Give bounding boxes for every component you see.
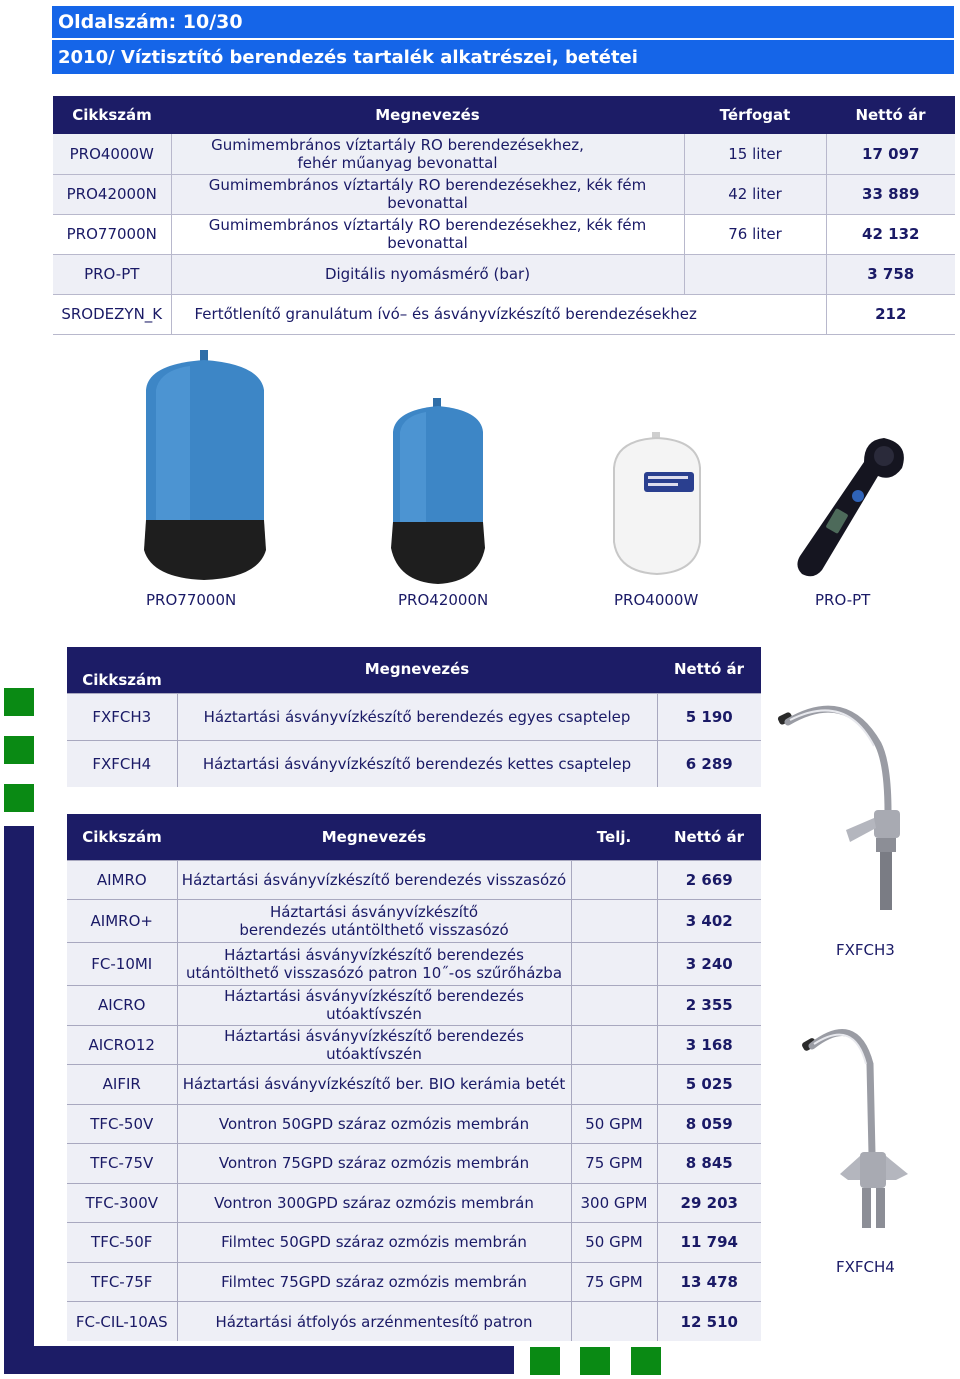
cell-code: SRODEZYN_K (53, 294, 171, 334)
cell-perf: 75 GPM (571, 1262, 657, 1302)
cell-name: Háztartási ásványvízkészítő berendezés utóaktívszén (177, 1025, 571, 1065)
cell-code: FC-10MI (67, 943, 177, 986)
cell-price: 3 402 (657, 900, 761, 943)
green-square-decoration (4, 784, 34, 812)
cartridge-table (67, 814, 761, 1341)
cell-perf: 50 GPM (571, 1223, 657, 1263)
cell-perf (571, 860, 657, 900)
cell-code: AICRO12 (67, 1025, 177, 1065)
table-row (67, 1025, 761, 1065)
cell-price: 17 097 (826, 134, 955, 174)
header-name-label: Megnevezés (364, 660, 470, 678)
cell-price: 212 (826, 294, 955, 334)
cell-perf: 50 GPM (571, 1104, 657, 1144)
cell-code: PRO77000N (53, 214, 171, 254)
cell-perf (571, 986, 657, 1026)
table-row (53, 254, 955, 294)
table-row (67, 860, 761, 900)
section-title: 2010/ Víztisztító berendezés tartalék alkatrészei, betétei (58, 46, 638, 68)
cell-price: 3 240 (657, 943, 761, 986)
cell-name: Gumimembrános víztartály RO berendezésekhez, kék fém bevonattal (171, 174, 684, 214)
table-row (67, 1262, 761, 1302)
table-row (67, 1144, 761, 1184)
table-row (67, 740, 761, 787)
cell-name: Háztartási ásványvízkészítő ber. BIO kerámia betét (177, 1065, 571, 1105)
tank-white-image (608, 432, 706, 580)
header-name: Megnevezés (171, 96, 684, 134)
header-price (657, 647, 761, 693)
table-row (53, 294, 955, 334)
cell-code: TFC-300V (67, 1183, 177, 1223)
cell-volume: 15 liter (684, 134, 826, 174)
cell-code: AIMRO+ (67, 900, 177, 943)
header-code: Cikkszám (67, 814, 177, 860)
table-row (67, 1183, 761, 1223)
cell-perf (571, 943, 657, 986)
cell-name: Fertőtlenítő granulátum ívó– és ásványvízkészítő berendezésekhez (171, 294, 826, 334)
image-label-pro42000n: PRO42000N (398, 591, 489, 609)
table-row (67, 1104, 761, 1144)
faucet-table (67, 647, 761, 787)
cell-code: PRO42000N (53, 174, 171, 214)
cell-name: Filmtec 50GPD száraz ozmózis membrán (177, 1223, 571, 1263)
cell-price: 11 794 (657, 1223, 761, 1263)
cell-name: Vontron 75GPD száraz ozmózis membrán (177, 1144, 571, 1184)
header-volume: Térfogat (684, 96, 826, 134)
cell-volume (684, 254, 826, 294)
cell-perf (571, 1025, 657, 1065)
green-square-decoration (4, 688, 34, 716)
cell-name: Vontron 300GPD száraz ozmózis membrán (177, 1183, 571, 1223)
navy-side-bar (4, 826, 34, 1374)
green-square-decoration (631, 1347, 661, 1375)
cell-name: Háztartási ásványvízkészítő berendezés egyes csaptelep (177, 693, 657, 740)
header-code (67, 647, 177, 693)
cell-name: Háztartási átfolyós arzénmentesítő patron (177, 1302, 571, 1342)
page-number: Oldalszám: 10/30 (58, 11, 243, 33)
header-name (177, 647, 657, 693)
header-price-label: Nettó ár (673, 660, 745, 678)
cell-price: 5 190 (657, 693, 761, 740)
tank-77-image (140, 350, 270, 582)
cell-code: TFC-50V (67, 1104, 177, 1144)
table-row (67, 986, 761, 1026)
cell-price: 3 168 (657, 1025, 761, 1065)
cell-code: FXFCH3 (67, 693, 177, 740)
cell-volume: 42 liter (684, 174, 826, 214)
header-perf: Telj. (571, 814, 657, 860)
green-square-decoration (580, 1347, 610, 1375)
cell-price: 3 758 (826, 254, 955, 294)
cell-name: Háztartási ásványvízkészítő berendezés utántölthető visszasózó patron 10˝-os szűrőházba (177, 943, 571, 986)
cell-price: 33 889 (826, 174, 955, 214)
image-label-pro77000n: PRO77000N (146, 591, 237, 609)
cell-perf (571, 1302, 657, 1342)
green-square-decoration (4, 736, 34, 764)
cell-name: Filmtec 75GPD száraz ozmózis membrán (177, 1262, 571, 1302)
table-row (67, 1302, 761, 1342)
page-number-banner (52, 6, 954, 38)
header-code: Cikkszám (53, 96, 171, 134)
spare-parts-table (53, 96, 955, 335)
cell-perf (571, 1065, 657, 1105)
cell-code: TFC-75V (67, 1144, 177, 1184)
cell-price: 2 355 (657, 986, 761, 1026)
table-header-row (53, 96, 955, 134)
cell-price: 8 845 (657, 1144, 761, 1184)
cell-perf (571, 900, 657, 943)
cell-name: Digitális nyomásmérő (bar) (171, 254, 684, 294)
faucet-label-fxfch4: FXFCH4 (836, 1258, 895, 1276)
cell-code: AICRO (67, 986, 177, 1026)
cell-price: 12 510 (657, 1302, 761, 1342)
header-name: Megnevezés (177, 814, 571, 860)
faucet-label-fxfch3: FXFCH3 (836, 941, 895, 959)
cell-price: 8 059 (657, 1104, 761, 1144)
cell-code: AIFIR (67, 1065, 177, 1105)
cell-name: Háztartási ásványvízkészítő berendezés utántölthető visszasózó (177, 900, 571, 943)
cell-volume: 76 liter (684, 214, 826, 254)
cell-price: 13 478 (657, 1262, 761, 1302)
cell-name: Háztartási ásványvízkészítő berendezés kettes csaptelep (177, 740, 657, 787)
cell-name: Gumimembrános víztartály RO berendezésekhez, kék fém bevonattal (171, 214, 684, 254)
table-row (67, 1065, 761, 1105)
section-title-banner (52, 40, 954, 74)
cell-perf: 75 GPM (571, 1144, 657, 1184)
table-row (53, 174, 955, 214)
navy-bottom-bar (34, 1346, 514, 1374)
image-label-pro-pt: PRO-PT (815, 591, 871, 609)
cell-price: 6 289 (657, 740, 761, 787)
table-row (67, 900, 761, 943)
header-price: Nettó ár (657, 814, 761, 860)
table-row (67, 693, 761, 740)
cell-name: Vontron 50GPD száraz ozmózis membrán (177, 1104, 571, 1144)
cell-code: AIMRO (67, 860, 177, 900)
faucet-double-image (800, 1024, 924, 1230)
cell-code: TFC-50F (67, 1223, 177, 1263)
cell-price: 42 132 (826, 214, 955, 254)
header-code-label: Cikkszám (82, 670, 162, 689)
green-square-decoration (530, 1347, 560, 1375)
cell-code: FXFCH4 (67, 740, 177, 787)
header-price: Nettó ár (826, 96, 955, 134)
cell-name: Gumimembrános víztartály RO berendezésekhez, fehér műanyag bevonattal (171, 134, 684, 174)
cell-price: 2 669 (657, 860, 761, 900)
cell-name: Háztartási ásványvízkészítő berendezés visszasózó (177, 860, 571, 900)
table-row (53, 214, 955, 254)
cell-code: PRO-PT (53, 254, 171, 294)
table-row (67, 1223, 761, 1263)
cell-perf: 300 GPM (571, 1183, 657, 1223)
table-row (67, 943, 761, 986)
table-row (53, 134, 955, 174)
pressure-gauge-image (792, 432, 912, 582)
cell-code: PRO4000W (53, 134, 171, 174)
cell-price: 29 203 (657, 1183, 761, 1223)
table-header-row (67, 814, 761, 860)
table-header-row (67, 647, 761, 693)
faucet-single-image (776, 702, 916, 914)
cell-code: FC-CIL-10AS (67, 1302, 177, 1342)
cell-name: Háztartási ásványvízkészítő berendezés utóaktívszén (177, 986, 571, 1026)
tank-42-image (388, 398, 488, 586)
cell-code: TFC-75F (67, 1262, 177, 1302)
cell-price: 5 025 (657, 1065, 761, 1105)
image-label-pro4000w: PRO4000W (614, 591, 699, 609)
